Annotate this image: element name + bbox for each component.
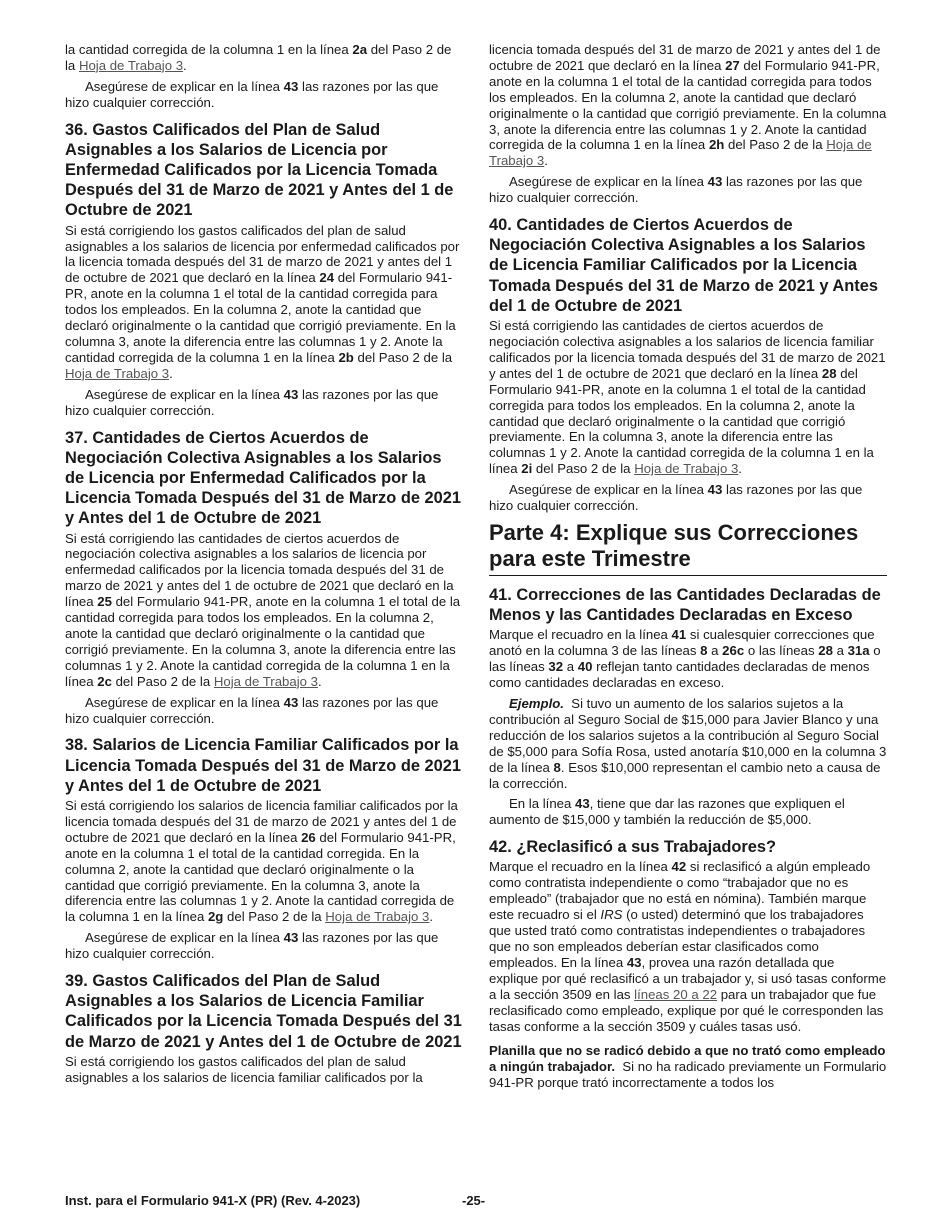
- worksheet-3-link[interactable]: Hoja de Trabajo 3: [634, 461, 739, 477]
- paragraph: Marque el recuadro en la línea 41 si cualesquier correcciones que anotó en la columna 3 de las líneas 8 a 26c o las líneas 28 a 31a o las líneas 32 a 40 reflejan tanto cantidades declaradas de menos como cantidades declaradas en exceso.: [489, 627, 881, 691]
- section-41-heading: 41. Correcciones de las Cantidades Declaradas de Menos y las Cantidades Declaradas en Exceso: [489, 585, 881, 625]
- paragraph: Asegúrese de explicar en la línea 43 las razones por las que hizo cualquier corrección.: [65, 694, 439, 726]
- paragraph: En la línea 43, tiene que dar las razones que expliquen el aumento de $15,000 y también la reducción de $5,000.: [489, 796, 845, 828]
- paragraph: Si está corrigiendo los salarios de licencia familiar calificados por la licencia tomada después del 31 de marzo de 2021 y antes del 1 de octubre de 2021 que declaró en la línea 26 del Formulario 941-PR, anote en la columna 1 el total de la cantidad corregida. En la columna 2, anote la cantidad que declaró originalmente o la cantidad que corrigió previamente. En la columna 3, anote la diferencia entre las columnas 1 y 2. Anote la cantidad corregida de la columna 1 en la línea 2g del Paso 2 de la Hoja de Trabajo 3.: [65, 798, 458, 925]
- section-42-heading: 42. ¿Reclasificó a sus Trabajadores?: [489, 838, 776, 857]
- footer-page-number: -25-: [462, 1193, 486, 1208]
- right-column: [489, 42, 887, 1096]
- paragraph: Si está corrigiendo los gastos calificados del plan de salud asignables a los salarios de licencia familiar calificados por la: [65, 1053, 423, 1085]
- paragraph: Marque el recuadro en la línea 42 si reclasificó a algún empleado como contratista independiente o como “trabajador que no es empleado” (trabajador que no está en nómina). También marque este recuadro si el IRS (o usted) determinó que los trabajadores que usted trató como contratistas independientes o trabajadores que no son empleados deberían estar clasificados como empleados. En la línea 43, provea una razón detallada que explique por qué reclasificó a un trabajador y, si usó tasas conforme a la sección 3509 en las líneas 20 a 22 para un trabajador que fue reclasificado como empleado, explique por qué le corresponden las tasas conforme a la sección 3509 y cuáles tasas usó.: [489, 859, 887, 1034]
- paragraph: Asegúrese de explicar en la línea 43 las razones por las que hizo cualquier corrección.: [65, 78, 439, 110]
- footer-form-title: Inst. para el Formulario 941-X (PR) (Rev. 4-2023): [65, 1193, 361, 1208]
- section-39-heading: 39. Gastos Calificados del Plan de Salud Asignables a los Salarios de Licencia Familiar Calificados por la Licencia Tomada Después del 31 de Marzo de 2021 y Antes del 1 de Octubre de 2021: [65, 972, 462, 1051]
- worksheet-3-link[interactable]: Hoja de Trabajo 3: [78, 57, 184, 73]
- section-37-heading: 37. Cantidades de Ciertos Acuerdos de Negociación Colectiva Asignables a los Salarios de Licencia por Enfermedad Calificados por la Licencia Tomada Después del 31 de Marzo de 2021 y Antes del 1 de Octubre de 2021: [65, 428, 461, 528]
- lines-20-22-link[interactable]: líneas 20 a 22: [634, 986, 718, 1002]
- worksheet-3-link[interactable]: Hoja de Trabajo 3: [489, 137, 872, 169]
- paragraph: Si está corrigiendo las cantidades de ciertos acuerdos de negociación colectiva asignables a los salarios de licencia por enfermedad calificados por la licencia tomada después del 31 de marzo de 2021 y antes del 1 de octubre de 2021 que declaró en la línea 25 del Formulario 941-PR, anote en la columna 1 el total de la cantidad corregida para todos los empleados. En la columna 2, anote la cantidad que declaró originalmente o la cantidad que corrigió previamente. En la columna 3, anote la diferencia entre las columnas 1 y 2. Anote la cantidad corregida de la columna 1 en la línea 2c del Paso 2 de la Hoja de Trabajo 3.: [65, 530, 461, 689]
- worksheet-3-link[interactable]: Hoja de Trabajo 3: [213, 673, 318, 689]
- paragraph: Si está corrigiendo las cantidades de ciertos acuerdos de negociación colectiva asignables a los salarios de licencia familiar calificados por la licencia tomada después del 31 de marzo de 2021 y antes del 1 de octubre de 2021 que declaró en la línea 28 del Formulario 941-PR, anote en la columna 1 el total de la cantidad corregida para todos los empleados. En la columna 2, anote la cantidad que declaró originalmente o la cantidad que corrigió previamente. En la columna 3, anote la diferencia entre las columnas 1 y 2. Anote la cantidad corregida de la columna 1 en la línea 2i del Paso 2 de la Hoja de Trabajo 3.: [489, 318, 886, 477]
- paragraph: Asegúrese de explicar en la línea 43 las razones por las que hizo cualquier corrección.: [65, 386, 439, 418]
- paragraph: licencia tomada después del 31 de marzo de 2021 y antes del 1 de octubre de 2021 que declaró en la línea 27 del Formulario 941-PR, anote en la columna 1 el total de la cantidad corregida para todos los empleados. En la columna 2, anote la cantidad que declaró originalmente o la cantidad que corrigió previamente. En la columna 3, anote la diferencia entre las columnas 1 y 2. Anote la cantidad corregida de la columna 1 en la línea 2h del Paso 2 de la Hoja de Trabajo 3.: [489, 42, 887, 169]
- section-38-heading: 38. Salarios de Licencia Familiar Calificados por la Licencia Tomada Después del 31 de Marzo de 2021 y Antes del 1 de Octubre de 2021: [65, 736, 461, 795]
- paragraph: Asegúrese de explicar en la línea 43 las razones por las que hizo cualquier corrección.: [489, 174, 863, 206]
- part-4-heading: Parte 4: Explique sus Correcciones para este Trimestre: [489, 520, 887, 576]
- worksheet-3-link[interactable]: Hoja de Trabajo 3: [325, 909, 430, 925]
- paragraph: Asegúrese de explicar en la línea 43 las razones por las que hizo cualquier corrección.: [489, 482, 863, 514]
- paragraph: la cantidad corregida de la columna 1 en la línea 2a del Paso 2 de la Hoja de Trabajo 3.: [65, 42, 452, 73]
- section-40-heading: 40. Cantidades de Ciertos Acuerdos de Negociación Colectiva Asignables a los Salarios de Licencia Familiar Calificados por la Licencia Tomada Después del 31 de Marzo de 2021 y Antes del 1 de Octubre de 2021: [489, 216, 878, 315]
- paragraph: Asegúrese de explicar en la línea 43 las razones por las que hizo cualquier corrección.: [65, 930, 439, 962]
- paragraph: Si está corrigiendo los gastos calificados del plan de salud asignables a los salarios de licencia por enfermedad calificados por la licencia tomada después del 31 de marzo de 2021 y antes del 1 de octubre de 2021 que declaró en la línea 24 del Formulario 941-PR, anote en la columna 1 el total de la cantidad corregida para todos los empleados. En la columna 2, anote la cantidad que declaró originalmente o la cantidad que corrigió previamente. En la columna 3, anote la diferencia entre las columnas 1 y 2. Anote la cantidad corregida de la columna 1 en la línea 2b del Paso 2 de la Hoja de Trabajo 3.: [65, 222, 460, 381]
- worksheet-3-link[interactable]: Hoja de Trabajo 3: [65, 365, 170, 381]
- example-paragraph: Ejemplo. Si tuvo un aumento de los salarios sujetos a la contribución al Seguro Social de $15,000 para Javier Blanco y una reducción de los salarios sujetos a la contribución al Seguro Social de $5,000 para Sofía Rosa, usted anotaría $10,000 en la columna 3 de la línea 8. Esos $10,000 representan el cambio neto a causa de la corrección.: [489, 695, 887, 791]
- left-column: [65, 42, 463, 1091]
- paragraph: Planilla que no se radicó debido a que no trató como empleado a ningún trabajador. Si no ha radicado previamente un Formulario 941-PR porque trató incorrectamente a todos los: [489, 1043, 887, 1091]
- section-36-heading: 36. Gastos Calificados del Plan de Salud Asignables a los Salarios de Licencia por Enfermedad Calificados por la Licencia Tomada Después del 31 de Marzo de 2021 y Antes del 1 de Octubre de 2021: [65, 120, 454, 220]
